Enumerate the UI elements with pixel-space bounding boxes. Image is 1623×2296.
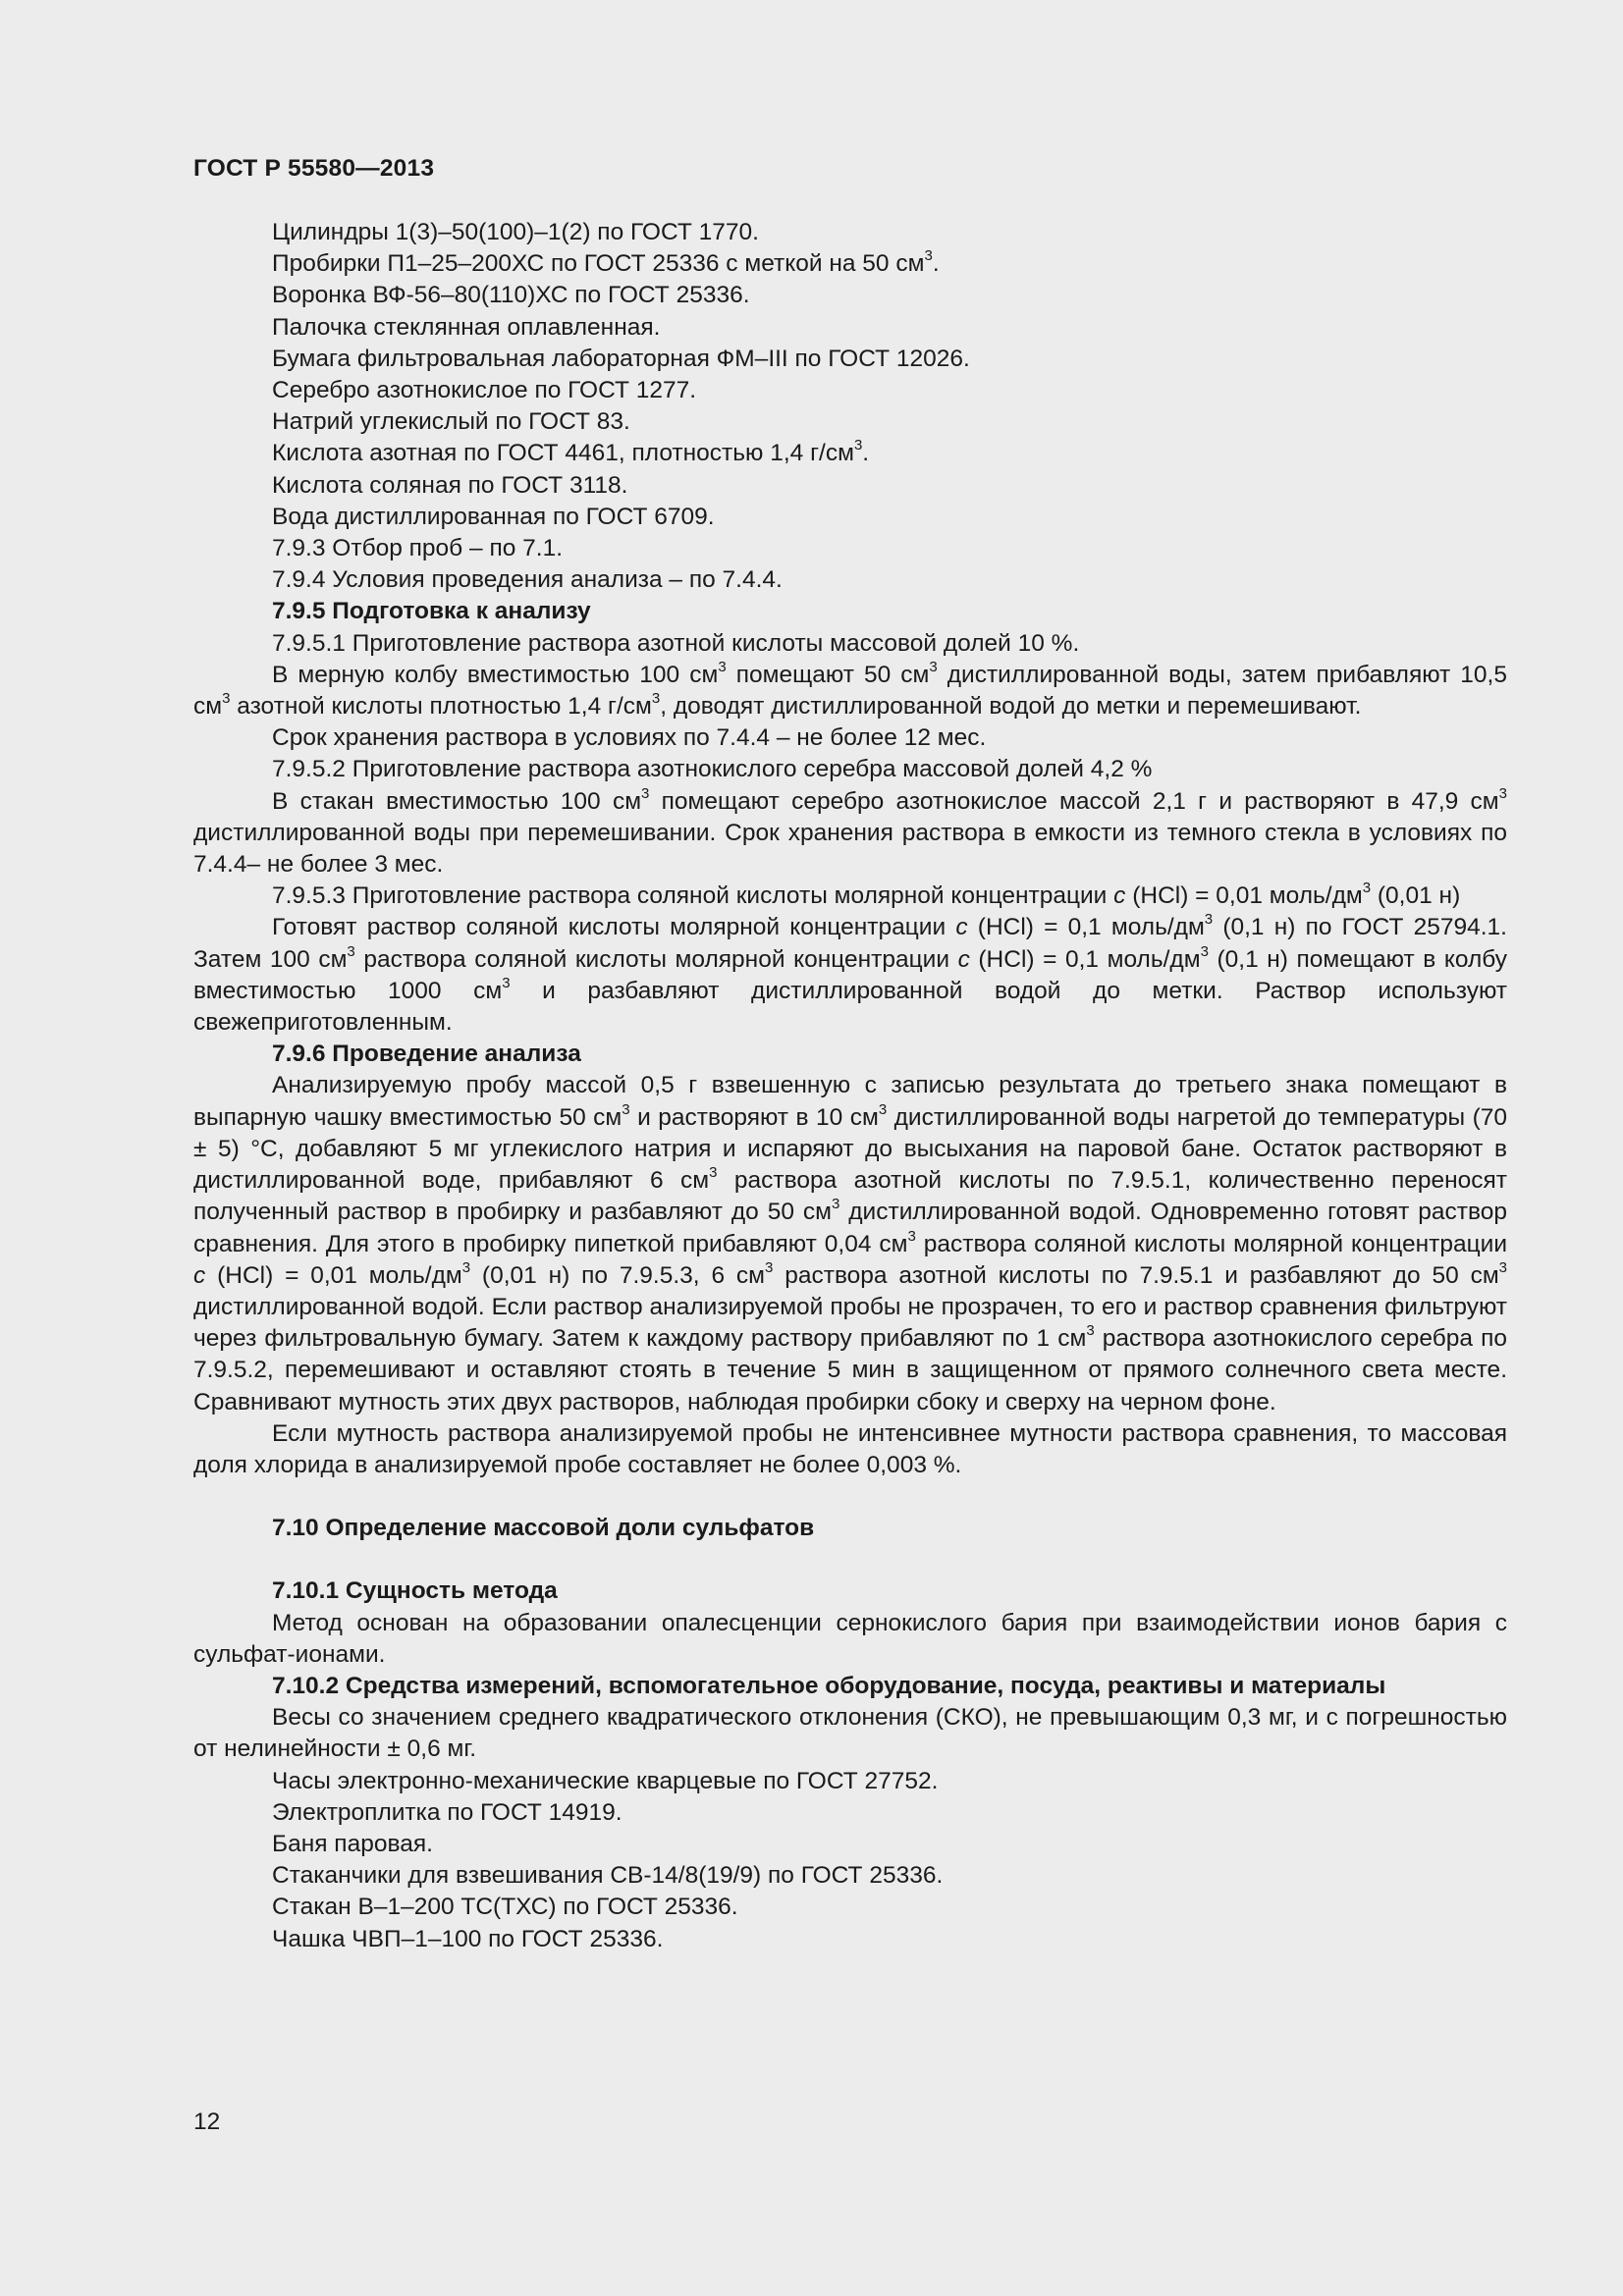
- paragraph: 7.9.5.1 Приготовление раствора азотной кислоты массовой долей 10 %.: [272, 629, 1080, 657]
- paragraph: Бумага фильтровальная лабораторная ФМ–III по ГОСТ 12026.: [272, 345, 970, 372]
- paragraph: Готовят раствор соляной кислоты молярной концентрации с (HCl) = 0,1 моль/$дм^3$ (0,1 н) по ГОСТ 25794.1. Затем 100 $см^3$ раствора соляной кислоты молярной концентрации с (HCl) = 0,1 моль/$дм^3$ (0,1 н) помещают в колбу вместимостью 1000 $см^3$ и разбавляют дистиллированной водой до метки. Раствор используют свежеприготовленным.: [193, 911, 1507, 1037]
- paragraph: Стакан В–1–200 ТС(ТХС) по ГОСТ 25336.: [272, 1894, 738, 1921]
- section-heading: 7.9.5 Подготовка к анализу: [272, 598, 591, 625]
- paragraph: Палочка стеклянная оплавленная.: [272, 313, 661, 341]
- paragraph: Серебро азотнокислое по ГОСТ 1277.: [272, 377, 697, 404]
- paragraph: Цилиндры 1(3)–50(100)–1(2) по ГОСТ 1770.: [272, 219, 759, 245]
- paragraph: Если мутность раствора анализируемой пробы не интенсивнее мутности раствора сравнения, то массовая доля хлорида в анализируемой пробе составляет не более 0,003 %.: [193, 1419, 1507, 1478]
- paragraph: Воронка ВФ-56–80(110)ХС по ГОСТ 25336.: [272, 282, 750, 309]
- page-body: [193, 217, 1507, 1955]
- paragraph: Вода дистиллированная по ГОСТ 6709.: [272, 503, 715, 530]
- paragraph: В мерную колбу вместимостью 100 $см^3$ помещают 50 $см^3$ дистиллированной воды, затем прибавляют 10,5 $см^3$ азотной кислоты плотностью 1,4 $г/см^3$, доводят дистиллированной водой до метки и перемешивают.: [193, 658, 1507, 721]
- paragraph: 7.9.5.2 Приготовление раствора азотнокислого серебра массовой долей 4,2 %: [272, 756, 1153, 783]
- paragraph: Весы со значением среднего квадратического отклонения (СКО), не превышающим 0,3 мг, и с погрешностью от нелинейности ± 0,6 мг.: [193, 1704, 1507, 1763]
- paragraph: Часы электронно-механические кварцевые по ГОСТ 27752.: [272, 1767, 939, 1794]
- paragraph: 7.9.5.3 Приготовление раствора соляной кислоты молярной концентрации с (HCl) = 0,01 моль/$дм^3$ (0,01 н): [272, 880, 1461, 910]
- section-heading: 7.9.6 Проведение анализа: [272, 1041, 581, 1068]
- paragraph: Стаканчики для взвешивания СВ-14/8(19/9) по ГОСТ 25336.: [272, 1862, 944, 1890]
- paragraph: 7.9.3 Отбор проб – по 7.1.: [272, 535, 564, 562]
- section-heading: 7.10.1 Сущность метода: [272, 1577, 558, 1605]
- section-heading: 7.10.2 Средства измерений, вспомогательное оборудование, посуда, реактивы и материалы: [272, 1672, 1386, 1699]
- paragraph: Чашка ЧВП–1–100 по ГОСТ 25336.: [272, 1925, 664, 1952]
- page-header: ГОСТ Р 55580—2013: [193, 155, 435, 182]
- page-number: 12: [193, 2109, 221, 2135]
- paragraph: В стакан вместимостью 100 $см^3$ помещают серебро азотнокислое массой 2,1 г и растворяют в 47,9 $см^3$ дистиллированной воды при перемешивании. Срок хранения раствора в емкости из темного стекла в условиях по 7.4.4– не более 3 мес.: [193, 784, 1507, 879]
- paragraph: Кислота соляная по ГОСТ 3118.: [272, 471, 628, 499]
- section-heading: 7.10 Определение массовой доли сульфатов: [272, 1515, 815, 1542]
- paragraph: Анализируемую пробу массой 0,5 г взвешенную с записью результата до третьего знака помещают в выпарную чашку вместимостью 50 $см^3$ и растворяют в 10 $см^3$ дистиллированной воды нагретой до температуры (70 ± 5) °С, добавляют 5 мг углекислого натрия и испаряют до высыхания на паровой бане. Остаток растворяют в дистиллированной воде, прибавляют 6 $см^3$ раствора азотной кислоты по 7.9.5.1, количественно переносят полученный раствор в пробирку и разбавляют до 50 $см^3$ дистиллированной водой. Одновременно готовят раствор сравнения. Для этого в пробирку пипеткой прибавляют 0,04 $см^3$ раствора соляной кислоты молярной концентрации с (HCl) = 0,01 моль/$дм^3$ (0,01 н) по 7.9.5.3, 6 $см^3$ раствора азотной кислоты по 7.9.5.1 и разбавляют до 50 $см^3$ дистиллированной водой. Если раствор анализируемой пробы не прозрачен, то его и раствор сравнения фильтруют через фильтровальную бумагу. Затем к каждому раствору прибавляют по 1 $см^3$ раствора азотнокислого серебра по 7.9.5.2, перемешивают и оставляют стоять в течение 5 мин в защищенном от прямого солнечного света месте. Сравнивают мутность этих двух растворов, наблюдая пробирки сбоку и сверху на черном фоне.: [193, 1072, 1508, 1415]
- paragraph: Электроплитка по ГОСТ 14919.: [272, 1798, 622, 1826]
- paragraph: Срок хранения раствора в условиях по 7.4.4 – не более 12 мес.: [272, 724, 987, 752]
- paragraph: Кислота азотная по ГОСТ 4461, плотностью 1,4 $г/см^3$.: [272, 437, 870, 467]
- paragraph: 7.9.4 Условия проведения анализа – по 7.4.4.: [272, 566, 783, 594]
- paragraph: Натрий углекислый по ГОСТ 83.: [272, 408, 630, 436]
- paragraph: Пробирки П1–25–200ХС по ГОСТ 25336 с меткой на 50 $см^3$.: [272, 247, 940, 278]
- paragraph: Баня паровая.: [272, 1830, 433, 1857]
- paragraph: Метод основан на образовании опалесценции сернокислого бария при взаимодействии ионов бария с сульфат-ионами.: [193, 1609, 1507, 1668]
